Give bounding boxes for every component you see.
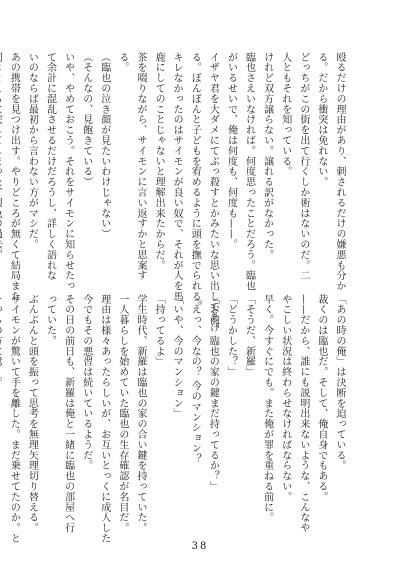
text-line: 人ともそれを知っている。 — [279, 52, 291, 177]
text-line: やこしい状況は終わらせなければならない。 — [279, 294, 291, 502]
text-line: 今でもその悪習は続いているようだ。 — [80, 294, 92, 471]
text-line — [0, 52, 4, 264]
text-line: ぶんぶんと頭を振って思考を無理矢理切り替える。 — [26, 294, 38, 534]
text-line: 理由は様々あったらしいが、お互いとっくに成人した — [98, 294, 110, 544]
text-line: サイモンが驚いて手を離した。まだ乗せてたのか。と — [8, 294, 20, 544]
text-line: 「えっ、今なの？ 今のマンション？ — [189, 294, 201, 464]
text-line: 鹿にしてのことじゃないと理解出来たからだ。 — [153, 52, 165, 271]
text-line: （そんなの、見飽きている） — [80, 52, 92, 188]
text-line: けれど双方譲らない。譲れる訳がなかった。 — [261, 52, 273, 260]
text-line: 茶を啜りながら、サイモンに言い返すかと思案す — [134, 52, 146, 281]
text-block-lower — [8, 294, 348, 544]
text-line: どっちがこの街を出て行くしか術はないのだ。二 — [297, 52, 309, 281]
text-line: 「いや、今のマンション」 — [171, 294, 183, 419]
text-line: 「そうだ、新羅」 — [243, 294, 255, 378]
text-line: て余計に混乱させるだけだろうし、詳しく語れな — [44, 52, 56, 281]
text-line: （臨也の泣き顔が見たいわけじゃない） — [98, 52, 110, 240]
text-line: 臨也さえいなければ。何度思ったことだろう。臨也 — [243, 52, 255, 292]
text-line: っていた。 — [44, 294, 56, 346]
text-line: 「どうかした？」 — [225, 294, 237, 378]
text-line: 裁くのは臨也だ。そして、俺自身でもある。 — [315, 294, 327, 502]
text-line: ——だから、誰にも説明出来ないような、こんなや — [297, 294, 309, 534]
text-line: いや、やめておこう。それをサイモンに知らせたっ — [62, 52, 74, 292]
text-line: がいるせいで、俺は何度も、何度も——。 — [225, 52, 237, 250]
text-line: 「あの時の俺」は決断を迫っている。 — [334, 294, 345, 471]
text-line: イザヤ君を大ダメにてぶっ殺すとかみたいな思い出してあげ — [207, 52, 219, 333]
text-line: いのならば最初から言わない方がマシだ。 — [26, 52, 38, 250]
text-line: 「お前、臨也の家の鍵まだ持ってるか？」 — [207, 294, 219, 492]
text-line: る。ぼんぼんと子どもを宥めるように頭を撫でられる。 — [189, 52, 201, 312]
text-line: る。だから衝突は免れない。 — [315, 52, 327, 188]
text-line: 一人暮らしを始めていた臨也の生存確認が名目だ。 — [116, 294, 128, 534]
text-line: 「持ってるよ」 — [153, 294, 165, 367]
text-line: 早く。今すぐにでも。また俺が罪を重ねる前に。 — [261, 294, 273, 523]
text-line: 殴るだけの理由があり、刺されるだけの嫌悪も分か — [334, 52, 345, 292]
text-line: る。 — [116, 52, 128, 73]
text-line: 学生時代、新羅は臨也の家の合い鍵を持っていた。 — [134, 294, 146, 534]
page-number: 38 — [191, 541, 209, 552]
text-line: あの携帯を見つけ出す。やりどころが無くて結局また — [8, 52, 20, 302]
text-line: キレなかったのはサイモンが良い奴で、それが人を馬 — [171, 52, 183, 302]
text-line: その日の前日も、新羅は俺と一緒に臨也の部屋へ行 — [62, 294, 74, 534]
